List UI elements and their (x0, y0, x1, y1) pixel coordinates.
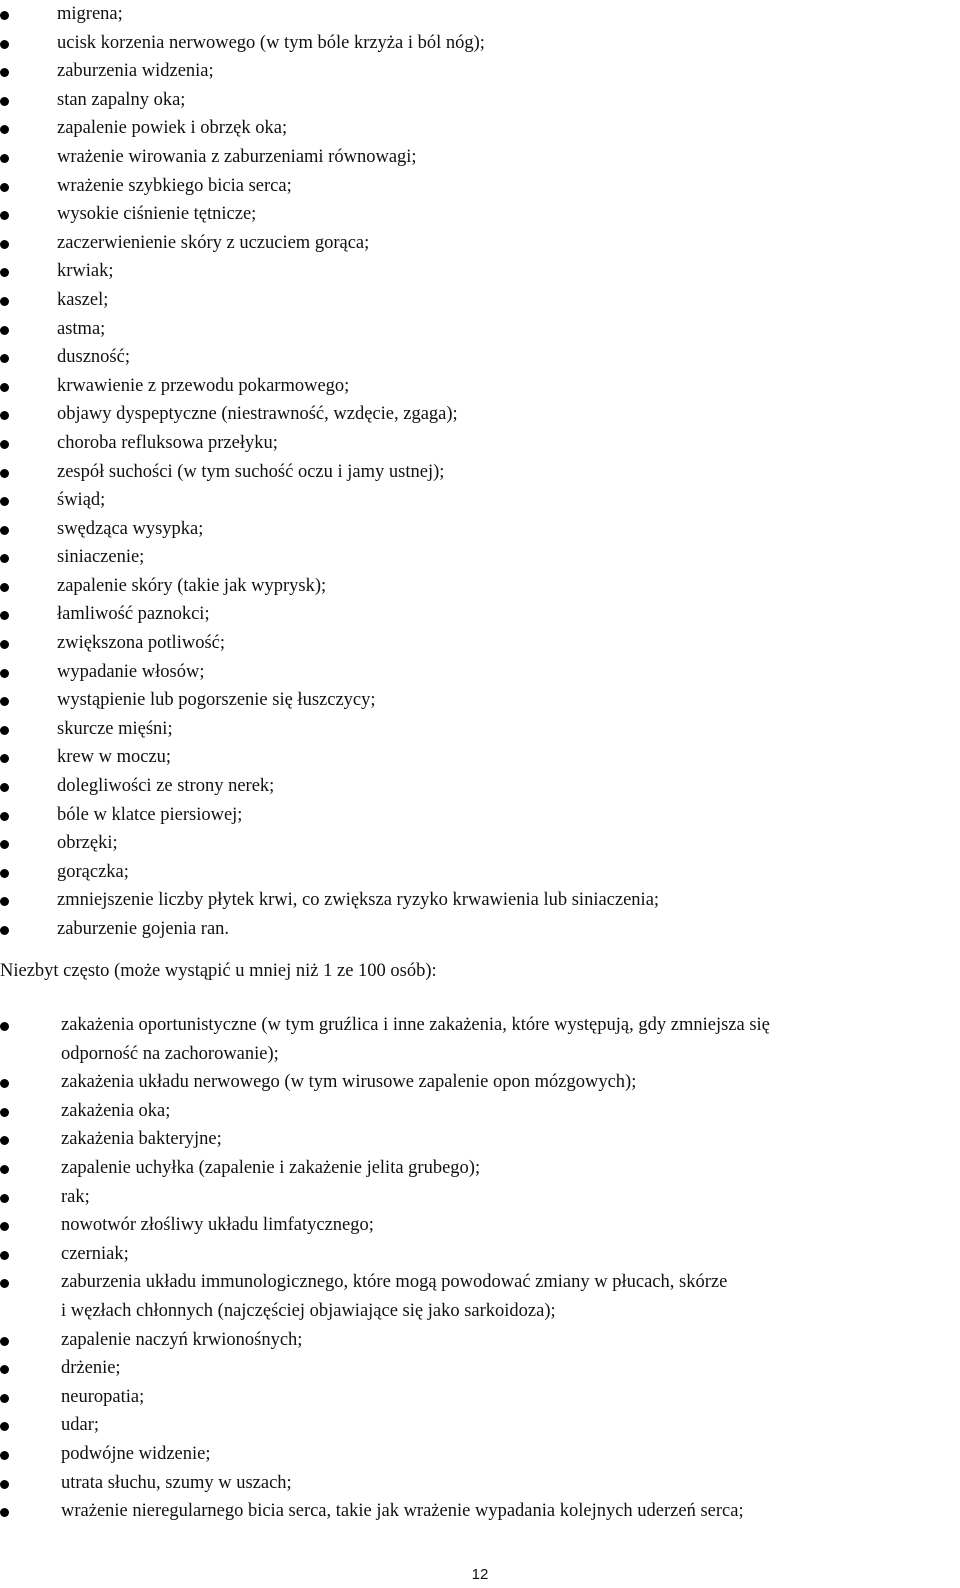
list-item (0, 172, 960, 201)
list-item-text: zespół suchości (w tym suchość oczu i jamy ustnej); (57, 461, 445, 482)
list-item (0, 1469, 960, 1498)
list-item (0, 86, 960, 115)
list-item-text: stan zapalny oka; (57, 89, 186, 110)
bullet-icon (0, 1108, 9, 1117)
bullet-icon (0, 1022, 9, 1031)
list-item-text: czerniak; (61, 1243, 129, 1264)
bullet-icon (0, 469, 9, 478)
list-item (0, 1125, 960, 1154)
list-item-text: rak; (61, 1186, 90, 1207)
list-item (0, 1240, 960, 1269)
list-item (0, 343, 960, 372)
list-item-text: krwiak; (57, 261, 114, 282)
bullet-icon (0, 726, 9, 735)
bullet-icon (0, 240, 9, 249)
list-item (0, 486, 960, 515)
list-item-text: odporność na zachorowanie); (61, 1043, 279, 1064)
list-item-text: obrzęki; (57, 833, 118, 854)
bullet-icon (0, 183, 9, 192)
bullet-icon (0, 583, 9, 592)
list-item (0, 1068, 960, 1097)
list-item (0, 658, 960, 687)
bullet-icon (0, 611, 9, 620)
list-item-text: podwójne widzenie; (61, 1443, 211, 1464)
list-item (0, 801, 960, 830)
bullet-icon (0, 411, 9, 420)
list-item (0, 1154, 960, 1183)
list-item-text: zaburzenia widzenia; (57, 61, 214, 82)
bullet-icon (0, 812, 9, 821)
bullet-icon (0, 211, 9, 220)
list-item-text: zakażenia oportunistyczne (w tym gruźlica i inne zakażenia, które występują, gdy zmniejsza się (61, 1015, 770, 1035)
bullet-icon (0, 1222, 9, 1231)
bullet-icon (0, 11, 9, 20)
list-item (0, 1326, 960, 1355)
bullet-icon (0, 326, 9, 335)
list-item-text: gorączka; (57, 861, 129, 882)
list-item-text: udar; (61, 1415, 100, 1436)
list-item-text: zapalenie powiek i obrzęk oka; (57, 118, 288, 139)
list-item (0, 1411, 960, 1440)
list-item-text: choroba refluksowa przełyku; (57, 432, 278, 453)
list-item-text: wypadanie włosów; (57, 661, 205, 682)
list-item-text: świąd; (57, 490, 106, 511)
list-item (0, 1183, 960, 1212)
list-item-text: utrata słuchu, szumy w uszach; (61, 1472, 292, 1493)
side-effects-list-uncommon (0, 1011, 960, 1526)
list-item (0, 29, 960, 58)
list-item-text: dolegliwości ze strony nerek; (57, 776, 275, 797)
list-item-text: siniaczenie; (57, 547, 145, 568)
list-item-text: ucisk korzenia nerwowego (w tym bóle krzyża i ból nóg); (57, 32, 485, 53)
bullet-icon (0, 268, 9, 277)
bullet-icon (0, 1394, 9, 1403)
list-item (0, 229, 960, 258)
list-item-text: zakażenia bakteryjne; (61, 1129, 222, 1150)
list-item-text: i węzłach chłonnych (najczęściej objawiające się jako sarkoidoza); (61, 1300, 556, 1321)
list-item-text: objawy dyspeptyczne (niestrawność, wzdęcie, zgaga); (57, 404, 458, 425)
list-item-text: wysokie ciśnienie tętnicze; (57, 204, 257, 225)
section-heading-uncommon: Niezbyt często (może wystąpić u mniej niż 1 ze 100 osób): (0, 961, 437, 981)
bullet-icon (0, 1136, 9, 1145)
list-item (0, 458, 960, 487)
list-item (0, 1497, 960, 1526)
list-item (0, 286, 960, 315)
bullet-icon (0, 1337, 9, 1346)
list-item (0, 772, 960, 801)
list-item (0, 572, 960, 601)
bullet-icon (0, 526, 9, 535)
list-item (0, 743, 960, 772)
list-item-text: bóle w klatce piersiowej; (57, 804, 243, 825)
list-item-text: krew w moczu; (57, 747, 172, 768)
list-item (0, 515, 960, 544)
list-item (0, 629, 960, 658)
list-item (0, 315, 960, 344)
list-item-text: zapalenie uchyłka (zapalenie i zakażenie jelita grubego); (61, 1157, 481, 1178)
bullet-icon (0, 440, 9, 449)
list-item (0, 1383, 960, 1412)
list-item (0, 1011, 960, 1068)
list-item (0, 886, 960, 915)
bullet-icon (0, 840, 9, 849)
list-item (0, 1211, 960, 1240)
list-item (0, 143, 960, 172)
list-item (0, 858, 960, 887)
bullet-icon (0, 897, 9, 906)
list-item (0, 600, 960, 629)
list-item (0, 543, 960, 572)
list-item-text: skurcze mięśni; (57, 718, 173, 739)
list-item-text: wrażenie nieregularnego bicia serca, takie jak wrażenie wypadania kolejnych uderzeń serca; (61, 1501, 744, 1522)
bullet-icon (0, 97, 9, 106)
list-item-text: migrena; (57, 4, 123, 24)
list-item (0, 114, 960, 143)
list-item-text: wrażenie szybkiego bicia serca; (57, 175, 292, 196)
list-item (0, 829, 960, 858)
list-item (0, 1440, 960, 1469)
list-item-text: łamliwość paznokci; (57, 604, 210, 625)
list-item-text: zaczerwienienie skóry z uczuciem gorąca; (57, 232, 370, 253)
list-item (0, 0, 960, 29)
bullet-icon (0, 354, 9, 363)
list-item (0, 257, 960, 286)
list-item-text: zapalenie naczyń krwionośnych; (61, 1329, 303, 1350)
bullet-icon (0, 1279, 9, 1288)
bullet-icon (0, 640, 9, 649)
bullet-icon (0, 1451, 9, 1460)
list-item-text: duszność; (57, 347, 130, 368)
bullet-icon (0, 1422, 9, 1431)
list-item (0, 200, 960, 229)
bullet-icon (0, 554, 9, 563)
list-item (0, 400, 960, 429)
bullet-icon (0, 1365, 9, 1374)
bullet-icon (0, 40, 9, 49)
bullet-icon (0, 383, 9, 392)
list-item-text: wrażenie wirowania z zaburzeniami równowagi; (57, 146, 417, 167)
list-item (0, 715, 960, 744)
list-item-text: neuropatia; (61, 1386, 145, 1407)
bullet-icon (0, 1194, 9, 1203)
list-item-text: zwiększona potliwość; (57, 633, 225, 654)
list-item-text: nowotwór złośliwy układu limfatycznego; (61, 1215, 374, 1236)
bullet-icon (0, 68, 9, 77)
list-item (0, 1354, 960, 1383)
bullet-icon (0, 297, 9, 306)
list-item (0, 372, 960, 401)
list-item-text: drżenie; (61, 1358, 121, 1379)
list-item-text: zaburzenia układu immunologicznego, które mogą powodować zmiany w płucach, skórze (61, 1272, 728, 1293)
bullet-icon (0, 154, 9, 163)
list-item (0, 686, 960, 715)
list-item-text: zmniejszenie liczby płytek krwi, co zwiększa ryzyko krwawienia lub siniaczenia; (57, 890, 660, 911)
list-item-text: zapalenie skóry (takie jak wyprysk); (57, 575, 327, 596)
bullet-icon (0, 783, 9, 792)
list-item-text: wystąpienie lub pogorszenie się łuszczycy; (57, 690, 376, 711)
list-item (0, 429, 960, 458)
list-item-text: swędząca wysypka; (57, 518, 204, 539)
bullet-icon (0, 497, 9, 506)
bullet-icon (0, 926, 9, 935)
bullet-icon (0, 1079, 9, 1088)
list-item-text: zaburzenie gojenia ran. (57, 919, 230, 939)
list-item (0, 1268, 960, 1325)
bullet-icon (0, 1165, 9, 1174)
list-item-text: kaszel; (57, 289, 109, 310)
list-item (0, 915, 960, 944)
list-item (0, 1097, 960, 1126)
bullet-icon (0, 754, 9, 763)
list-item-text: zakażenia oka; (61, 1100, 171, 1121)
list-item-text: krwawienie z przewodu pokarmowego; (57, 375, 350, 396)
bullet-icon (0, 125, 9, 134)
bullet-icon (0, 697, 9, 706)
bullet-icon (0, 669, 9, 678)
bullet-icon (0, 869, 9, 878)
bullet-icon (0, 1508, 9, 1517)
bullet-icon (0, 1251, 9, 1260)
page-number: 12 (471, 1566, 489, 1583)
list-item (0, 57, 960, 86)
list-item-text: astma; (57, 318, 106, 339)
list-item-text: zakażenia układu nerwowego (w tym wirusowe zapalenie opon mózgowych); (61, 1072, 637, 1093)
bullet-icon (0, 1480, 9, 1489)
